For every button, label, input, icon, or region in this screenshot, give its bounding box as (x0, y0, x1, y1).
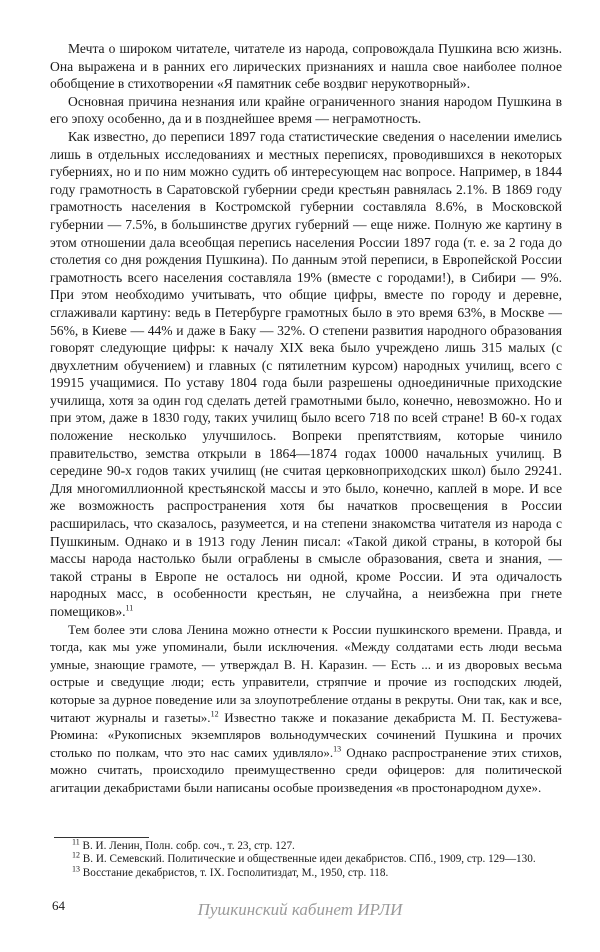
footnote-11: $^{11}$ В. И. Ленин, Полн. собр. соч., т. 23, стр. 127. (72, 837, 295, 852)
paragraph-4c-text: Однако распространение этих стихов, можно считать, происходило преимущественно среди офицеров: для политической агитации декабристами были написаны особые произведения «в простонародном духе». (50, 744, 562, 795)
footnote-ref-12[interactable]: 12 (210, 709, 219, 719)
body-text (50, 40, 562, 797)
paragraph-4-text: Тем более эти слова Ленина можно отнести к России пушкинского времени. Правда, и тогда, как мы уже упоминали, были исключения. «Между солдатами есть люди весьма умные, знающие грамоте, — утверждал В. Н. Каразин. — Есть ... и из дворовых весьма острые и сведущие люди; есть управители, стряпчие и прочие из господских людей, которые за дурное поведение или за злоупотребление отданы в рекруты. Они так, как и все, читают журналы и газеты». (50, 621, 562, 725)
paragraph-4b-text: Известно также и показание декабриста М. П. Бестужева-Рюмина: «Рукописных экземпляров вольнодумческих сочинений Пушкина и прочих столько по полкам, что это нас самих удивляло». (50, 709, 562, 760)
paragraph-3 (50, 128, 562, 621)
page-number: 64 (52, 898, 65, 913)
paragraph-1: Мечта о широком читателе, читателе из народа, сопровождала Пушкина всю жизнь. Она выражена и в ранних его лирических признаниях и нашла свое наиболее полное обобщение в стихотворении «Я памятник себе воздвиг нерукотворный». (50, 41, 562, 92)
paragraph-3-text: Как известно, до переписи 1897 года статистические сведения о населении имелись лишь в отдельных исследованиях и местных переписях, проводившихся в некоторых губерниях, но и по ним можно судить об интересующем нас вопросе. Например, в 1844 году грамотность в Саратовской губернии среди крестьян равнялась 2.1%. В 1869 году грамотность населения в Костромской губернии составляла 8.6%, в Московской губернии — 7.5%, в большинстве других губерний — еще ниже. Полную же картину в этом отношении дала всеобщая перепись населения России 1897 года (т. е. за 2 года до столетия со дня рождения Пушкина). По данным этой переписи, в Европейской России грамотность всего населения составляла 19% (вместе с городами!), в Сибири — 9%. При этом необходимо учитывать, что общие цифры, вместе по городу и деревне, сглаживали картину: ведь в Петербурге грамотных было в это время 63%, в Москве — 56%, в Киеве — 44% и даже в Баку — 32%. О степени развития народного образования говорят следующие цифры: к началу XIX века было учреждено лишь 315 малых (с двухлетним обучением) и главных (с пятилетним курсом) народных училищ, всего с 19915 учащимися. По уставу 1804 года были разрешены одноединичные приходские училища, хотя за один год сделать детей грамотными было, конечно, невозможно. Но и при этом, даже в 1830 году, таких училищ было всего 718 по всей стране! В 60-х годах положение несколько улучшилось. Вопреки препятствиям, которые чинило правительство, земства открыли в 1864—1874 годах 10000 начальных училищ. В середине 90-х годов таких училищ (не считая церковноприходских школ) было 29241. Для многомиллионной крестьянской массы и это было, конечно, каплей в море. И все же возможность распространения хотя бы начатков просвещения в России расширилась, что сказалось, разумеется, и на степени знакомства читателя из народа с Пушкиным. Однако и в 1913 году Ленин писал: «Такой дикой страны, в которой бы массы народа настолько были ограблены в смысле образования, света и знания, — такой страны в Европе не осталось ни одной, кроме России. И эта одичалость народных масс, в особенности крестьян, не случайна, а неизбежна при гнете помещиков». (50, 128, 562, 619)
footnote-13: $^{13}$ Восстание декабристов, т. IX. Госполитиздат, М., 1950, стр. 118. (72, 863, 389, 879)
footnotes (56, 837, 556, 880)
footnote-12: $^{12}$ В. И. Семевский. Политические и общественные идеи декабристов. СПб., 1909, стр. 129—130. (72, 850, 536, 866)
footnote-divider (54, 837, 149, 838)
watermark: Пушкинский кабинет ИРЛИ (197, 900, 403, 919)
paragraph-2: Основная причина незнания или крайне ограниченного знания народом Пушкина в его эпоху особенно, да и в позднейшее время — неграмотность. (50, 93, 562, 127)
footnote-ref-13[interactable]: 13 (333, 744, 342, 754)
paragraph-4 (50, 621, 562, 797)
footnote-ref-11[interactable]: 11 (125, 603, 134, 613)
